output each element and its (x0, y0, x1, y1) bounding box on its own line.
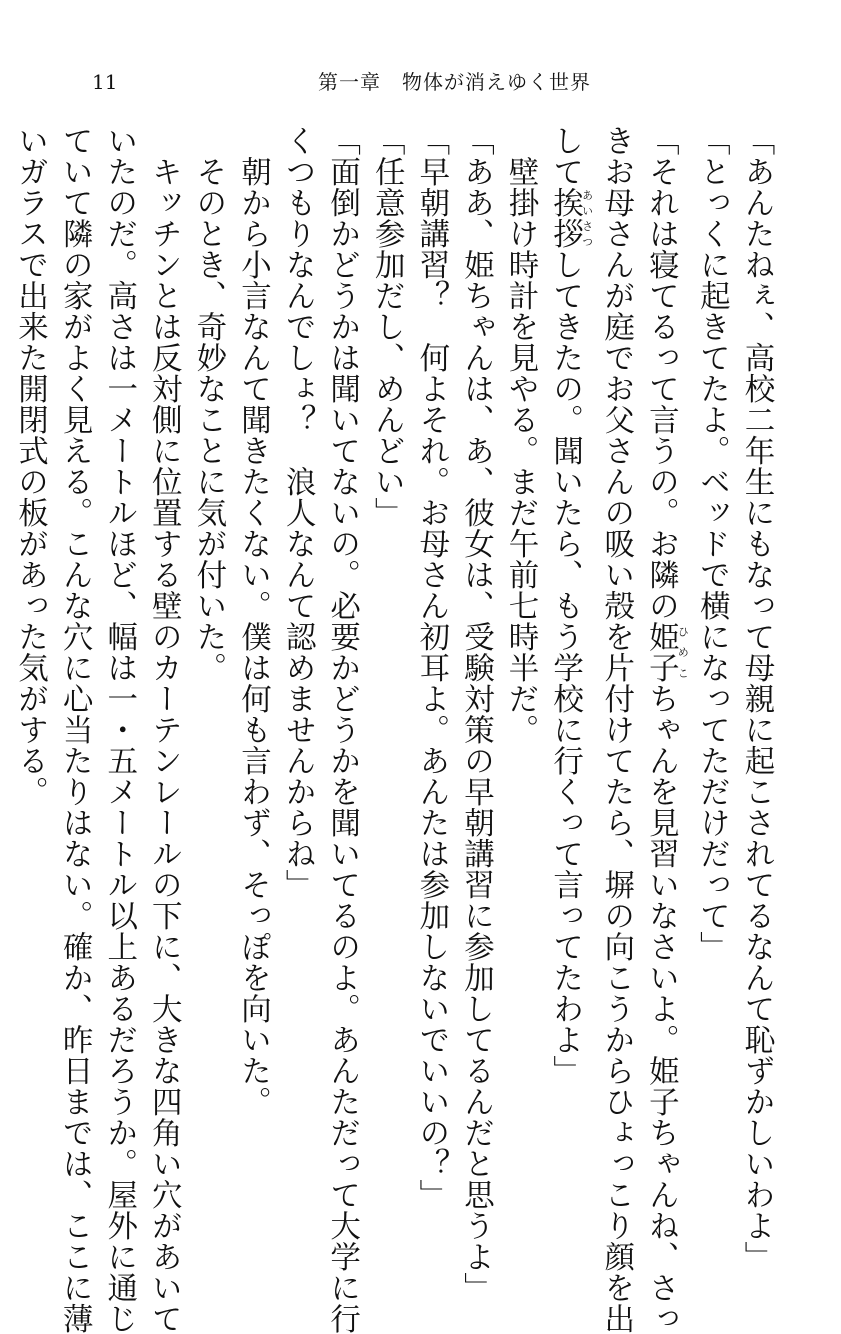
text-line: 「それは寝てるって言うの。お隣の姫子ひめこちゃんを見習いなさいよ。姫子ちゃんね、さっ (643, 125, 690, 1334)
body-text (12, 125, 778, 1334)
text-line: いたのだ。高さは一メートルほど、幅は一・五メートル以上あるだろうか。屋外に通じ (101, 125, 137, 1334)
text-line: 「早朝講習？ 何よそれ。お母さん初耳よ。あんたは参加しないでいいの？」 (413, 125, 449, 1210)
text-line: 朝から小言なんて聞きたくない。僕は何も言わず、そっぽを向いた。 (235, 125, 271, 1117)
text-line: きお母さんが庭でお父さんの吸い殻を片付けてたら、塀の向こうからひょっこり顔を出 (598, 125, 634, 1334)
text-line: そのとき、奇妙なことに気が付いた。 (190, 125, 226, 683)
text-line: 「とっくに起きてたよ。ベッドで横になってただけだって」 (694, 125, 730, 962)
text-line: いガラスで出来た開閉式の板があった気がする。 (12, 125, 48, 807)
text-line: して挨拶あいさつしてきたの。聞いたら、もう学校に行くって言ってたわよ」 (547, 125, 594, 1086)
text-line: くつもりなんでしょ？ 浪人なんて認めませんからね」 (280, 125, 316, 900)
text-line: 「任意参加だし、めんどい」 (369, 125, 405, 528)
ruby-annotation: 挨拶あいさつ (547, 187, 594, 249)
running-header: 第一章 物体が消えゆく世界 (318, 70, 591, 94)
text-line: 壁掛け時計を見やる。まだ午前七時半だ。 (503, 125, 539, 745)
text-line: キッチンとは反対側に位置する壁のカーテンレールの下に、大きな四角い穴があいて (146, 125, 182, 1334)
text-line: 「あんたねぇ、高校二年生にもなって母親に起こされてるなんて恥ずかしいわよ」 (739, 125, 774, 1272)
text-line: 「ああ、姫ちゃんは、あ、彼女は、受験対策の早朝講習に参加してるんだと思うよ」 (458, 125, 494, 1303)
page-number: 11 (92, 70, 118, 94)
ruby-annotation: 姫子ひめこ (643, 621, 690, 683)
text-line: 「面倒かどうかは聞いてないの。必要かどうかを聞いてるのよ。あんただって大学に行 (324, 125, 360, 1334)
text-line: ていて隣の家がよく見える。こんな穴に心当たりはない。確か、昨日までは、ここに薄 (57, 125, 93, 1334)
